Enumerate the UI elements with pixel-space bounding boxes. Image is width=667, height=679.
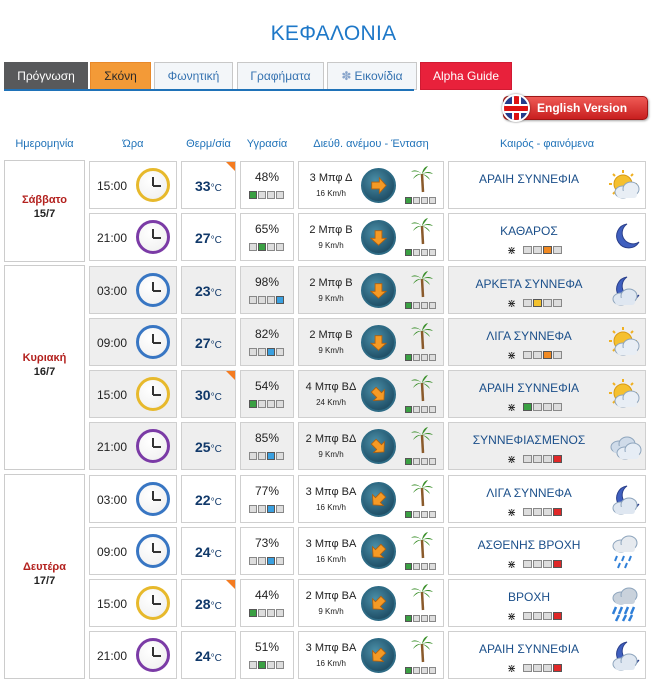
wind-level-bars	[405, 354, 437, 368]
tab-charts[interactable]: Γραφήματα	[237, 62, 324, 90]
humidity-level-bars	[249, 348, 285, 356]
wind-force: 3 Μπφ Δ	[309, 172, 353, 184]
wind-cell	[298, 475, 444, 523]
humidity-cell	[240, 527, 294, 575]
moon-cloud-icon	[607, 273, 643, 309]
wind-cell	[298, 161, 444, 209]
time-value: 21:00	[97, 231, 128, 245]
wind-speed: 9 Km/h	[318, 294, 344, 303]
wind-cell	[298, 266, 444, 314]
mosquito-level-bars	[523, 403, 563, 417]
time-value: 15:00	[97, 388, 128, 402]
wind-level-bars	[405, 406, 437, 420]
humidity-value: 98%	[254, 275, 280, 289]
rain-icon	[607, 534, 643, 570]
mosquito-icon: ⋇	[507, 507, 517, 519]
humidity-level-bars	[249, 452, 285, 460]
wind-force: 2 Μπφ ΒΔ	[305, 433, 357, 445]
mosquito-level-bars	[523, 246, 563, 260]
wind-force: 2 Μπφ Β	[309, 224, 353, 236]
wind-cell	[298, 422, 444, 470]
wind-speed: 16 Km/h	[316, 659, 346, 668]
temperature-value: 27°C	[195, 335, 222, 351]
time-value: 03:00	[97, 284, 128, 298]
clock-icon	[136, 429, 170, 463]
temperature-cell	[181, 370, 236, 418]
tab-dust[interactable]: Σκόνη	[90, 62, 151, 90]
tab-icons-label: Εικονίδια	[354, 69, 403, 83]
weather-cell	[448, 631, 646, 679]
day-name: Κυριακή	[22, 352, 67, 364]
weather-cell	[448, 422, 646, 470]
mosquito-icon: ⋇	[507, 611, 517, 623]
sun-cloud-icon	[607, 377, 643, 413]
humidity-level-bars	[249, 296, 285, 304]
wind-speed: 16 Km/h	[316, 189, 346, 198]
time-value: 15:00	[97, 597, 128, 611]
heat-marker	[226, 371, 235, 380]
time-cell	[89, 370, 177, 418]
mosquito-icon: ⋇	[507, 245, 517, 257]
humidity-value: 54%	[254, 379, 280, 393]
wind-speed: 9 Km/h	[318, 607, 344, 616]
tab-underline	[4, 89, 414, 91]
humidity-value: 73%	[254, 536, 280, 550]
wind-force: 3 Μπφ ΒΑ	[305, 538, 357, 550]
time-cell	[89, 475, 177, 523]
wind-direction-icon	[361, 534, 396, 569]
wind-cell	[298, 370, 444, 418]
moon-cloud-icon	[607, 638, 643, 674]
humidity-cell	[240, 161, 294, 209]
palm-tree-icon	[410, 479, 434, 507]
mosquito-icon: ⋇	[507, 454, 517, 466]
weather-cell	[448, 213, 646, 261]
time-value: 21:00	[97, 440, 128, 454]
day-cell	[4, 265, 85, 470]
clock-icon	[136, 273, 170, 307]
uk-flag-icon	[502, 94, 530, 122]
temperature-value: 24°C	[195, 544, 222, 560]
clock-icon	[136, 534, 170, 568]
wind-level-bars	[405, 249, 437, 263]
clock-icon	[136, 168, 170, 202]
mosquito-icon: ⋇	[507, 402, 517, 414]
weather-condition: ΑΡΑΙΗ ΣΥΝΝΕΦΙΑ	[478, 381, 580, 395]
day-date: 15/7	[33, 208, 56, 220]
weather-condition: ΒΡΟΧΗ	[507, 590, 550, 604]
wind-level-bars	[405, 511, 437, 525]
time-value: 09:00	[97, 545, 128, 559]
time-cell	[89, 527, 177, 575]
wind-force: 2 Μπφ Β	[309, 277, 353, 289]
wind-speed: 9 Km/h	[318, 450, 344, 459]
time-cell	[89, 631, 177, 679]
humidity-cell	[240, 318, 294, 366]
temperature-cell	[181, 579, 236, 627]
cloud-icon	[607, 429, 643, 465]
weather-cell	[448, 370, 646, 418]
wind-cell	[298, 213, 444, 261]
wind-direction-icon	[361, 168, 396, 203]
weather-condition: ΛΙΓΑ ΣΥΝΝΕΦΑ	[486, 329, 572, 343]
temperature-cell	[181, 161, 236, 209]
time-cell	[89, 579, 177, 627]
temperature-cell	[181, 266, 236, 314]
weather-condition: ΛΙΓΑ ΣΥΝΝΕΦΑ	[486, 486, 572, 500]
palm-tree-icon	[410, 322, 434, 350]
humidity-value: 51%	[254, 640, 280, 654]
humidity-value: 65%	[254, 222, 280, 236]
humidity-level-bars	[249, 557, 285, 565]
weather-cell	[448, 527, 646, 575]
humidity-value: 82%	[254, 327, 280, 341]
time-cell	[89, 266, 177, 314]
palm-tree-icon	[410, 165, 434, 193]
wind-level-bars	[405, 563, 437, 577]
day-date: 17/7	[33, 575, 56, 587]
humidity-level-bars	[249, 243, 285, 251]
time-cell	[89, 213, 177, 261]
time-value: 03:00	[97, 493, 128, 507]
humidity-cell	[240, 631, 294, 679]
wind-force: 3 Μπφ ΒΑ	[305, 642, 357, 654]
weather-condition: ΚΑΘΑΡΟΣ	[500, 224, 558, 238]
humidity-cell	[240, 266, 294, 314]
wind-level-bars	[405, 302, 437, 316]
wind-speed: 9 Km/h	[318, 241, 344, 250]
wind-level-bars	[405, 197, 437, 211]
heat-marker	[226, 162, 235, 171]
humidity-level-bars	[249, 505, 285, 513]
humidity-cell	[240, 579, 294, 627]
weather-condition: ΑΣΘΕΝΗΣ ΒΡΟΧΗ	[477, 538, 581, 552]
humidity-value: 48%	[254, 170, 280, 184]
day-cell	[4, 474, 85, 679]
humidity-value: 77%	[254, 484, 280, 498]
wind-force: 3 Μπφ ΒΑ	[305, 486, 357, 498]
palm-tree-icon	[410, 531, 434, 559]
day-date: 16/7	[33, 366, 56, 378]
humidity-level-bars	[249, 191, 285, 199]
weather-condition: ΑΡΚΕΤΑ ΣΥΝΝΕΦΑ	[475, 277, 583, 291]
time-cell	[89, 318, 177, 366]
wind-cell	[298, 318, 444, 366]
day-name: Δευτέρα	[23, 561, 66, 573]
palm-tree-icon	[410, 270, 434, 298]
palm-tree-icon	[410, 426, 434, 454]
day-name: Σάββατο	[22, 194, 67, 206]
header-wind: Διεύθ. ανέμου - Ένταση	[313, 138, 429, 150]
wind-cell	[298, 631, 444, 679]
day-cell	[4, 160, 85, 262]
mosquito-icon: ⋇	[507, 559, 517, 571]
wind-direction-icon	[361, 586, 396, 621]
temperature-cell	[181, 475, 236, 523]
time-value: 15:00	[97, 179, 128, 193]
humidity-cell	[240, 422, 294, 470]
wind-force: 2 Μπφ ΒΑ	[305, 590, 357, 602]
humidity-cell	[240, 213, 294, 261]
heat-marker	[226, 580, 235, 589]
mosquito-level-bars	[523, 560, 563, 574]
humidity-level-bars	[249, 661, 285, 669]
wind-level-bars	[405, 615, 437, 629]
wind-direction-icon	[361, 482, 396, 517]
time-value: 09:00	[97, 336, 128, 350]
weather-cell	[448, 266, 646, 314]
heavy-rain-icon	[607, 586, 643, 622]
humidity-level-bars	[249, 609, 285, 617]
temperature-value: 33°C	[195, 178, 222, 194]
temperature-value: 27°C	[195, 230, 222, 246]
mosquito-icon: ⋇	[507, 298, 517, 310]
wind-speed: 16 Km/h	[316, 503, 346, 512]
temperature-value: 22°C	[195, 492, 222, 508]
moon-icon	[607, 220, 643, 256]
wind-level-bars	[405, 458, 437, 472]
wind-force: 2 Μπφ Β	[309, 329, 353, 341]
wind-direction-icon	[361, 273, 396, 308]
clock-icon	[136, 220, 170, 254]
humidity-cell	[240, 475, 294, 523]
header-weather: Καιρός - φαινόμενα	[499, 138, 595, 150]
sun-cloud-icon	[607, 325, 643, 361]
temperature-cell	[181, 213, 236, 261]
weather-condition: ΑΡΑΙΗ ΣΥΝΝΕΦΙΑ	[478, 642, 580, 656]
weather-cell	[448, 579, 646, 627]
gear-icon: ✽	[341, 69, 352, 83]
english-version-label: English Version	[537, 101, 628, 115]
wind-speed: 9 Km/h	[318, 346, 344, 355]
page-title: ΚΕΦΑΛΟΝΙΑ	[270, 22, 397, 45]
wind-speed: 16 Km/h	[316, 555, 346, 564]
temperature-value: 25°C	[195, 439, 222, 455]
mosquito-level-bars	[523, 351, 563, 365]
header-time: Ώρα	[122, 138, 144, 150]
weather-cell	[448, 475, 646, 523]
wind-direction-icon	[361, 377, 396, 412]
tab-voice[interactable]: Φωνητική	[154, 62, 233, 90]
clock-icon	[136, 377, 170, 411]
weather-cell	[448, 161, 646, 209]
tab-forecast[interactable]: Πρόγνωση	[4, 62, 88, 90]
humidity-value: 44%	[254, 588, 280, 602]
temperature-cell	[181, 527, 236, 575]
header-humidity: Υγρασία	[246, 138, 288, 150]
wind-direction-icon	[361, 429, 396, 464]
humidity-cell	[240, 370, 294, 418]
clock-icon	[136, 325, 170, 359]
tab-bar	[4, 62, 500, 90]
humidity-value: 85%	[254, 431, 280, 445]
wind-cell	[298, 527, 444, 575]
clock-icon	[136, 482, 170, 516]
clock-icon	[136, 586, 170, 620]
time-cell	[89, 422, 177, 470]
mosquito-level-bars	[523, 664, 563, 678]
temperature-cell	[181, 422, 236, 470]
wind-speed: 24 Km/h	[316, 398, 346, 407]
weather-condition: ΣΥΝΝΕΦΙΑΣΜΕΝΟΣ	[472, 433, 586, 447]
time-cell	[89, 161, 177, 209]
english-version-button[interactable]	[503, 96, 648, 120]
mosquito-icon: ⋇	[507, 663, 517, 675]
mosquito-level-bars	[523, 508, 563, 522]
wind-force: 4 Μπφ ΒΔ	[305, 381, 357, 393]
palm-tree-icon	[410, 217, 434, 245]
temperature-cell	[181, 631, 236, 679]
wind-direction-icon	[361, 220, 396, 255]
wind-direction-icon	[361, 638, 396, 673]
time-value: 21:00	[97, 649, 128, 663]
mosquito-level-bars	[523, 455, 563, 469]
sun-cloud-icon	[607, 168, 643, 204]
wind-level-bars	[405, 667, 437, 679]
weather-condition: ΑΡΑΙΗ ΣΥΝΝΕΦΙΑ	[478, 172, 580, 186]
clock-icon	[136, 638, 170, 672]
temperature-value: 23°C	[195, 283, 222, 299]
mosquito-icon: ⋇	[507, 350, 517, 362]
temperature-value: 28°C	[195, 596, 222, 612]
moon-cloud-icon	[607, 482, 643, 518]
temperature-cell	[181, 318, 236, 366]
weather-cell	[448, 318, 646, 366]
temperature-value: 30°C	[195, 387, 222, 403]
palm-tree-icon	[410, 635, 434, 663]
wind-cell	[298, 579, 444, 627]
header-date: Ημερομηνία	[15, 138, 74, 150]
wind-direction-icon	[361, 325, 396, 360]
tab-alpha-guide[interactable]: Alpha Guide	[420, 62, 512, 90]
mosquito-level-bars	[523, 299, 563, 313]
palm-tree-icon	[410, 583, 434, 611]
humidity-level-bars	[249, 400, 285, 408]
temperature-value: 24°C	[195, 648, 222, 664]
tab-icons[interactable]	[327, 62, 417, 90]
mosquito-level-bars	[523, 612, 563, 626]
header-temp: Θερμ/σία	[186, 138, 231, 150]
palm-tree-icon	[410, 374, 434, 402]
